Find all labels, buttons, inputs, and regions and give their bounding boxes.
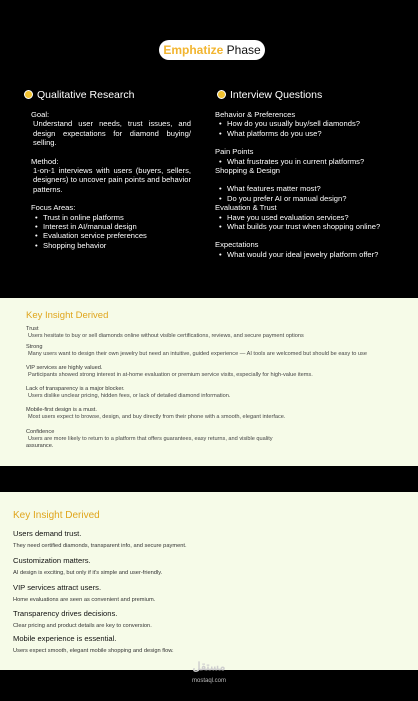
insight-title: VIP services are highly valued. <box>26 365 103 371</box>
summary-item <box>13 634 174 654</box>
bullet-dot-icon <box>24 90 33 99</box>
group-title: Shopping & Design <box>215 166 281 176</box>
insight-desc: Participants showed strong interest in at-home evaluation or premium service visits, especially for high-value items. <box>28 372 313 378</box>
insight-item <box>26 326 304 340</box>
qualitative-body <box>31 110 191 250</box>
insight-item <box>26 429 273 450</box>
question-item: • What features matter most? <box>227 184 395 193</box>
group-list <box>215 119 395 138</box>
question-item: • Have you used evaluation services? <box>227 213 395 222</box>
group-list <box>215 184 395 203</box>
interview-body <box>215 110 395 259</box>
summary-title: Users demand trust. <box>13 529 82 538</box>
goal-label: Goal: <box>31 110 50 119</box>
insight-title: Lack of transparency is a major blocker. <box>26 386 125 392</box>
insights-heading: Key Insight Derived <box>26 310 109 321</box>
insight-desc: Users hesitate to buy or sell diamonds online without visible certifications, reviews, and secure payment options <box>28 333 304 339</box>
group-list <box>215 250 395 259</box>
group-list <box>215 157 395 166</box>
method-label: Method: <box>31 156 59 166</box>
interview-heading <box>217 89 322 101</box>
summary-title: VIP services attract users. <box>13 583 102 592</box>
method-text: 1-on-1 interviews with users (buyers, sellers, designers) to uncover pain points and behavior patterns. <box>33 166 191 194</box>
qualitative-heading <box>24 89 134 101</box>
question-item: • Do you prefer AI or manual design? <box>227 194 395 203</box>
summary-desc: AI design is exciting, but only if it's simple and user-friendly. <box>13 570 163 576</box>
summary-title: Mobile experience is essential. <box>13 634 117 643</box>
insight-item <box>26 407 285 421</box>
insights-heading: Key Insight Derived <box>13 510 100 521</box>
goal-text: Understand user needs, trust issues, and design expectations for diamond buying/ selling. <box>33 119 191 148</box>
insight-desc-cont: assurance. <box>26 443 54 449</box>
interview-heading-text: Interview Questions <box>230 89 323 101</box>
summary-title: Customization matters. <box>13 556 91 565</box>
question-item: • How do you usually buy/sell diamonds? <box>227 119 395 128</box>
summary-insights-panel <box>0 492 418 670</box>
focus-item: • Shopping behavior <box>43 241 191 250</box>
focus-item: • Trust in online platforms <box>43 213 191 222</box>
section-divider <box>0 466 418 492</box>
question-item: • What builds your trust when shopping online? <box>227 222 395 231</box>
insight-desc: Users dislike unclear pricing, hidden fees, or lack of detailed diamond information. <box>28 393 231 399</box>
insight-title: Strong <box>26 344 43 350</box>
watermark-site: mostaql.com <box>191 678 226 684</box>
group-title: Expectations <box>215 240 259 250</box>
summary-desc: Home evaluations are seen as convenient and premium. <box>13 597 156 603</box>
insight-item <box>26 365 313 379</box>
insight-item <box>26 386 230 400</box>
insight-title: Trust <box>26 326 39 332</box>
phase-title-pill <box>159 40 265 60</box>
group-title: Evaluation & Trust <box>215 203 277 213</box>
summary-desc: They need certified diamonds, transparent info, and secure payment. <box>13 543 187 549</box>
question-item: • What would your ideal jewelry platform offer? <box>227 250 395 259</box>
focus-item: • Interest in AI/manual design <box>43 222 191 231</box>
summary-item <box>13 609 152 629</box>
insight-item <box>26 344 367 358</box>
insight-desc: Users are more likely to return to a platform that offers guarantees, easy returns, and visible quality <box>28 436 273 442</box>
summary-item <box>13 583 155 603</box>
bullet-dot-icon <box>217 90 226 99</box>
summary-item <box>13 556 162 576</box>
focus-item: • Evaluation service preferences <box>43 231 191 240</box>
summary-desc: Users expect smooth, elegant mobile shopping and design flow. <box>13 648 174 654</box>
question-item: • What frustrates you in current platforms? <box>227 157 395 166</box>
insight-title: Mobile-first design is a must. <box>26 407 97 413</box>
summary-desc: Clear pricing and product details are key to conversion. <box>13 623 152 629</box>
group-title: Pain Points <box>215 147 254 157</box>
watermark-logo: مستقل <box>192 661 226 673</box>
insight-desc: Many users want to design their own jewelry but need an intuitive, guided experience — AI tools are welcomed but should be easy to use <box>28 351 367 357</box>
focus-label: Focus Areas: <box>31 203 76 213</box>
group-list <box>215 213 395 232</box>
focus-list <box>31 213 191 251</box>
summary-title: Transparency drives decisions. <box>13 609 118 618</box>
insight-desc: Most users expect to browse, design, and buy directly from their phone with a smooth, elegant interface. <box>28 414 286 420</box>
phase-title-accent: Emphatize <box>163 43 224 57</box>
qualitative-heading-text: Qualitative Research <box>37 89 135 101</box>
group-title: Behavior & Preferences <box>215 110 296 119</box>
summary-item <box>13 529 187 549</box>
empathize-panel <box>0 0 418 298</box>
question-item: • What platforms do you use? <box>227 129 395 138</box>
phase-title-rest: Phase <box>223 43 261 57</box>
insight-title: Confidence <box>26 429 55 435</box>
detailed-insights-panel <box>0 298 418 466</box>
